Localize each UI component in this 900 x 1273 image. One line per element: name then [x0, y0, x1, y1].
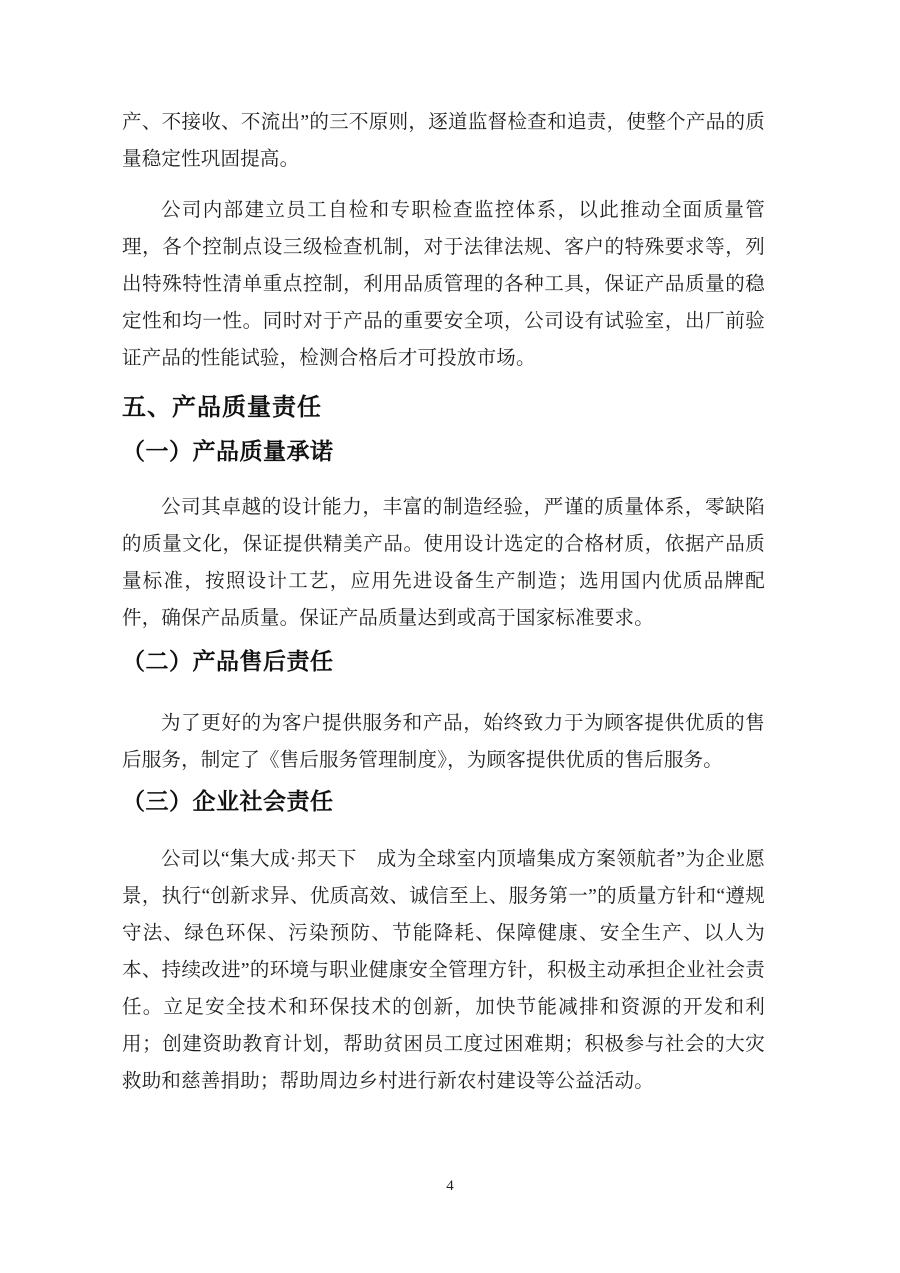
heading-5-2-after-sales-responsibility: （二）产品售后责任 — [122, 649, 334, 674]
heading-5-3-corporate-social-responsibility: （三）企业社会责任 — [122, 789, 334, 814]
paragraph-after-sales: 为了更好的为客户提供服务和产品，始终致力于为顾客提供优质的售后服务，制定了《售后服务管理制度》，为顾客提供优质的售后服务。 — [122, 713, 765, 771]
paragraph-quality-commitment: 公司其卓越的设计能力，丰富的制造经验，严谨的质量体系，零缺陷的质量文化，保证提供精美产品。使用设计选定的合格材质，依据产品质量标准，按照设计工艺，应用先进设备生产制造；选用国内优质品牌配件，确保产品质量。保证产品质量达到或高于国家标准要求。 — [122, 497, 765, 629]
paragraph-continuation: 产、不接收、不流出”的三不原则，逐道监督检查和追责，使整个产品的质量稳定性巩固提高。 — [122, 112, 765, 170]
document-content — [122, 104, 765, 1100]
page-number: 4 — [446, 1178, 454, 1194]
heading-5-1-product-quality-commitment: （一）产品质量承诺 — [122, 439, 334, 464]
heading-section-5-product-quality-responsibility: 五、产品质量责任 — [122, 395, 322, 421]
paragraph-quality-control: 公司内部建立员工自检和专职检查监控体系，以此推动全面质量管理，各个控制点设三级检查机制，对于法律法规、客户的特殊要求等，列出特殊特性清单重点控制，利用品质管理的各种工具，保证产品质量的稳定性和均一性。同时对于产品的重要安全项，公司设有试验室，出厂前验证产品的性能试验，检测合格后才可投放市场。 — [122, 200, 765, 369]
paragraph-social-responsibility: 公司以“集大成·邦天下 成为全球室内顶墙集成方案领航者”为企业愿景，执行“创新求异、优质高效、诚信至上、服务第一”的质量方针和“遵规守法、绿色环保、污染预防、节能降耗、保障健康、安全生产、以人为本、持续改进”的环境与职业健康安全管理方针，积极主动承担企业社会责任。立足安全技术和环保技术的创新，加快节能减排和资源的开发和利用；创建资助教育计划，帮助贫困员工度过困难期；积极参与社会的大灾救助和慈善捐助；帮助周边乡村进行新农村建设等公益活动。 — [122, 849, 765, 1092]
